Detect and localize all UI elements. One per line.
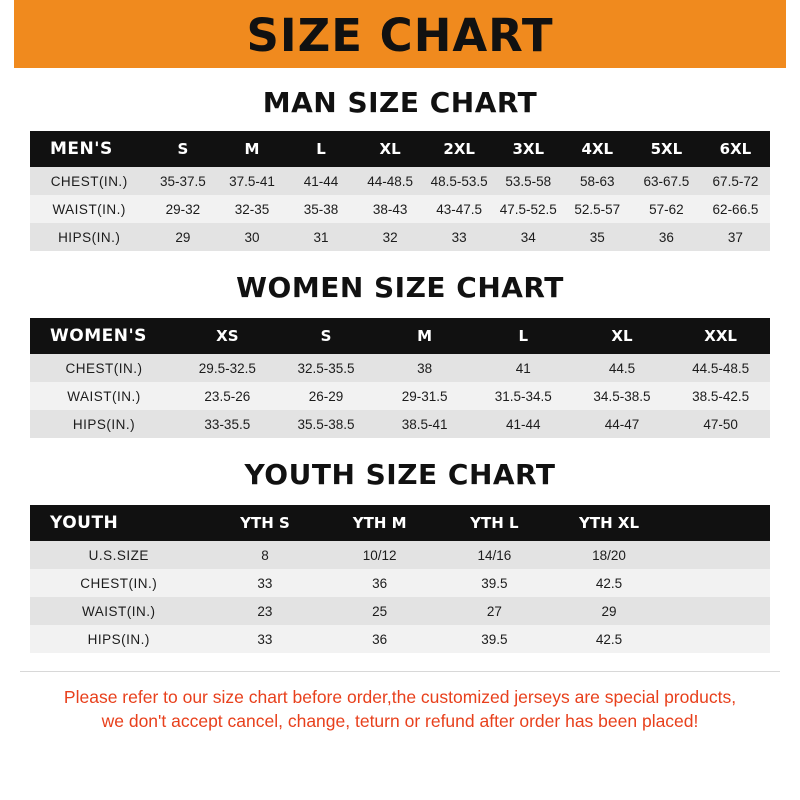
table-row [30,223,770,251]
page-title: SIZE CHART [246,8,554,62]
cell: 36 [372,575,388,591]
cell: 29-32 [165,201,201,217]
col-header-xs: XS [216,327,239,345]
row-label-chest: CHEST(IN.) [65,360,143,376]
table-row [30,410,770,438]
footer-divider [20,671,780,672]
col-header-l: L [518,327,529,345]
cell: 41 [515,360,531,376]
cell: 62-66.5 [712,201,759,217]
cell: 31.5-34.5 [494,388,552,404]
cell: 36 [658,229,674,245]
col-header-xl: XL [379,140,401,158]
cell: 52.5-57 [574,201,621,217]
section-title-man: MAN SIZE CHART [262,86,538,119]
col-header-5xl: 5XL [650,140,683,158]
cell: 38-43 [372,201,408,217]
col-header-4xl: 4XL [581,140,614,158]
col-header-yth-xl: YTH XL [579,514,640,532]
cell: 29 [601,603,617,619]
table-row [30,195,770,223]
cell: 30 [244,229,260,245]
cell: 32.5-35.5 [297,360,355,376]
table-row [30,597,770,625]
cell: 63-67.5 [643,173,690,189]
col-header-m: M [244,140,260,158]
cell: 47.5-52.5 [499,201,557,217]
table-row [30,541,770,569]
col-header-yth-s: YTH S [240,514,290,532]
cell: 44-48.5 [367,173,413,189]
col-header-2xl: 2XL [443,140,475,158]
cell: 29 [175,229,191,245]
table-row [30,167,770,195]
table-wrap-youth [30,505,770,653]
section-youth [0,458,800,653]
table-women [30,318,770,438]
cell: 33-35.5 [204,416,251,432]
cell: 35.5-38.5 [297,416,355,432]
table-header-row [30,505,770,541]
table-row [30,569,770,597]
col-header-womens: WOMEN'S [50,326,147,346]
cell: 39.5 [481,575,508,591]
footer-note-line-2: we don't accept cancel, change, teturn or refund after order has been placed! [101,710,699,731]
col-header-xxl: XXL [704,327,737,345]
section-man [0,86,800,251]
cell: 53.5-58 [505,173,552,189]
section-women [0,271,800,438]
cell: 27 [486,603,502,619]
cell: 35 [589,229,605,245]
cell: 32 [382,229,398,245]
cell: 57-62 [649,201,684,217]
cell: 48.5-53.5 [430,173,488,189]
table-header-row [30,318,770,354]
cell: 44.5-48.5 [692,360,750,376]
header-right-strip [786,0,800,68]
cell: 41-44 [506,416,541,432]
row-label-hips: HIPS(IN.) [58,229,121,245]
header-band [0,0,800,68]
table-wrap-man [30,131,770,251]
cell: 10/12 [362,547,397,563]
table-header-row [30,131,770,167]
cell: 26-29 [308,388,344,404]
cell: 43-47.5 [436,201,483,217]
col-header-3xl: 3XL [512,140,545,158]
cell: 36 [372,631,388,647]
row-label-chest: CHEST(IN.) [50,173,128,189]
cell: 31 [313,229,329,245]
cell: 38.5-42.5 [692,388,750,404]
row-label-waist: WAIST(IN.) [82,603,156,619]
cell: 44.5 [608,360,636,376]
row-label-waist: WAIST(IN.) [67,388,141,404]
table-youth [30,505,770,653]
cell: 34 [520,229,536,245]
cell: 33 [451,229,467,245]
section-title-women: WOMEN SIZE CHART [236,271,564,304]
cell: 23 [257,603,273,619]
col-header-youth: YOUTH [50,513,119,533]
cell: 35-37.5 [160,173,206,189]
col-header-m: M [417,327,433,345]
row-label-chest: CHEST(IN.) [80,575,158,591]
cell-empty [666,597,770,625]
table-man [30,131,770,251]
cell: 32-35 [234,201,270,217]
cell: 47-50 [703,416,738,432]
footer-note [22,686,778,733]
cell: 18/20 [592,547,626,563]
cell: 37 [727,229,743,245]
cell: 29.5-32.5 [198,360,256,376]
cell: 67.5-72 [712,173,759,189]
cell: 35-38 [303,201,339,217]
cell: 8 [261,547,269,563]
header-left-strip [0,0,14,68]
table-row [30,354,770,382]
cell: 25 [372,603,388,619]
col-header-yth-l: YTH L [470,514,519,532]
table-row [30,625,770,653]
cell: 41-44 [303,173,339,189]
cell: 58-63 [580,173,615,189]
cell-empty [666,569,770,597]
col-header-xl: XL [611,327,633,345]
col-header-6xl: 6XL [719,140,752,158]
cell: 37.5-41 [229,173,275,189]
cell: 39.5 [481,631,508,647]
cell: 33 [257,575,273,591]
cell: 29-31.5 [401,388,448,404]
cell-empty [666,625,770,653]
col-header-s: S [177,140,189,158]
cell: 42.5 [595,575,623,591]
row-label-hips: HIPS(IN.) [72,416,136,432]
cell: 38 [417,360,433,376]
col-header-s: S [320,327,332,345]
table-row [30,382,770,410]
cell: 44-47 [604,416,640,432]
cell: 14/16 [477,547,512,563]
cell: 38.5-41 [401,416,448,432]
cell: 34.5-38.5 [593,388,651,404]
cell-empty [666,541,770,569]
col-header-yth-m: YTH M [352,514,407,532]
row-label-us-size: U.S.SIZE [88,547,149,563]
section-title-youth: YOUTH SIZE CHART [244,458,556,491]
col-header-l: L [316,140,326,158]
cell: 23.5-26 [204,388,251,404]
col-header-men: MEN'S [50,139,113,159]
cell: 42.5 [595,631,623,647]
row-label-waist: WAIST(IN.) [52,201,126,217]
row-label-hips: HIPS(IN.) [87,631,150,647]
cell: 33 [257,631,273,647]
footer-note-line-1: Please refer to our size chart before order,the customized jerseys are special products, [63,687,737,707]
table-wrap-women [30,318,770,438]
col-header-spacer [666,505,770,541]
